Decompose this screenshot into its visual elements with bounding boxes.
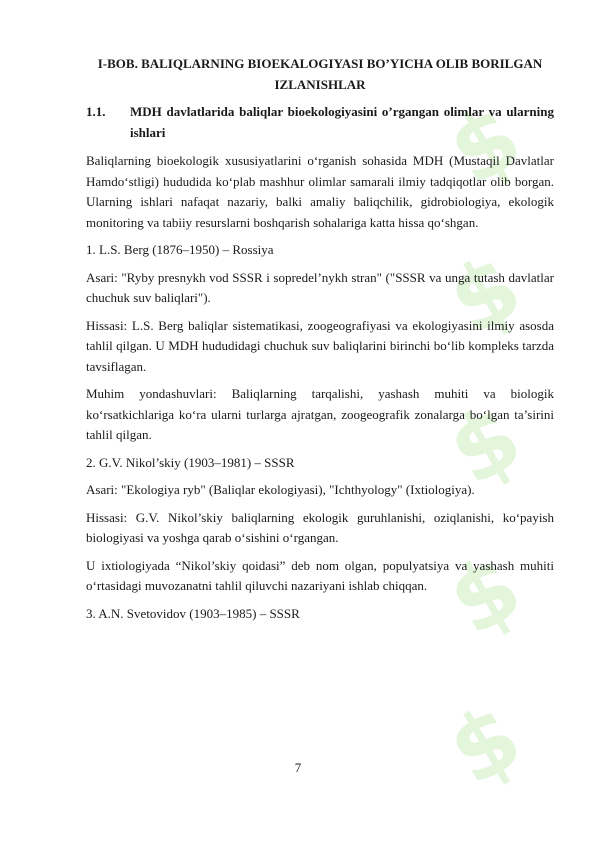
page-number: 7 bbox=[294, 760, 302, 775]
paragraph-berg-work: Asari: "Ryby presnykh vod SSSR i sopredel’nykh stran" ("SSSR va unga tutash davlatlar chuchuk suv baliqlari"). bbox=[86, 269, 554, 305]
intro-paragraph: Baliqlarning bioekologik xususiyatlarini o‘rganish sohasida MDH (Mustaqil Davlatlar Hamdo‘stligi) hududida ko‘plab mashhur olimlar samarali ilmiy tadqiqotlar olib borgan. Ularning ishlari nafaqat nazariy, balki amaliy baliqchilik, gidrobiologiya, ekologik monitoring va tabiiy resurslarni boshqarish sohalariga katta hissa qo‘shgan. bbox=[86, 153, 554, 230]
section-title: MDH davlatlarida baliqlar bioekologiyasini o’rgangan olimlar va ularning ishlari bbox=[130, 104, 554, 140]
document-body bbox=[86, 53, 554, 631]
svg-text:$: $ bbox=[431, 84, 539, 207]
paragraph-nikolskiy-rule: U ixtiologiyada “Nikol’skiy qoidasi” deb nom olgan, populyatsiya va yashash muhiti o‘rtasidagi muvozanatni tahlil qiluvchi nazariyani ishlab chiqqan. bbox=[86, 557, 554, 593]
scientist-heading-nikolskiy: 2. G.V. Nikol’skiy (1903–1981) – SSSR bbox=[86, 454, 295, 470]
paragraph-berg-approaches: Muhim yondashuvlari: Baliqlarning tarqalishi, yashash muhiti va biologik ko‘rsatkichlariga ko‘ra ularni turlarga ajratgan, zoogeografik zonalarga bo‘lgan ta’sirini tahlil qilgan. bbox=[86, 386, 554, 442]
scientist-heading-svetovidov: 3. A.N. Svetovidov (1903–1985) – SSSR bbox=[86, 605, 300, 621]
paragraph-nikolskiy-contribution: Hissasi: G.V. Nikol’skiy baliqlarning ekologik guruhlanishi, oziqlanishi, ko‘payish biologiyasi va yoshga qarab o‘sishini o‘rgangan. bbox=[86, 509, 554, 545]
section-heading bbox=[86, 101, 554, 143]
paragraph-nikolskiy-work: Asari: "Ekologiya ryb" (Baliqlar ekologiyasi), "Ichthyology" (Ixtiologiya). bbox=[86, 482, 475, 497]
section-number: 1.1. bbox=[86, 104, 106, 119]
svg-text:$: $ bbox=[431, 234, 539, 357]
paragraph-berg-contribution: Hissasi: L.S. Berg baliqlar sistematikasi, zoogeografiyasi va ekologiyasini ilmiy asosda tahlil qilgan. U MDH hududidagi chuchuk suv baliqlarini birinchi bo‘lib kompleks tarzda tavsiflagan. bbox=[86, 317, 554, 374]
svg-text:$: $ bbox=[431, 384, 539, 507]
scientist-heading-berg: 1. L.S. Berg (1876–1950) – Rossiya bbox=[86, 242, 274, 257]
chapter-title: I-BOB. BALIQLARNING BIOEKALOGIYASI BO’YICHA OLIB BORILGAN IZLANISHLAR bbox=[97, 56, 543, 92]
svg-text:$: $ bbox=[431, 534, 539, 657]
svg-text:$: $ bbox=[431, 684, 539, 807]
